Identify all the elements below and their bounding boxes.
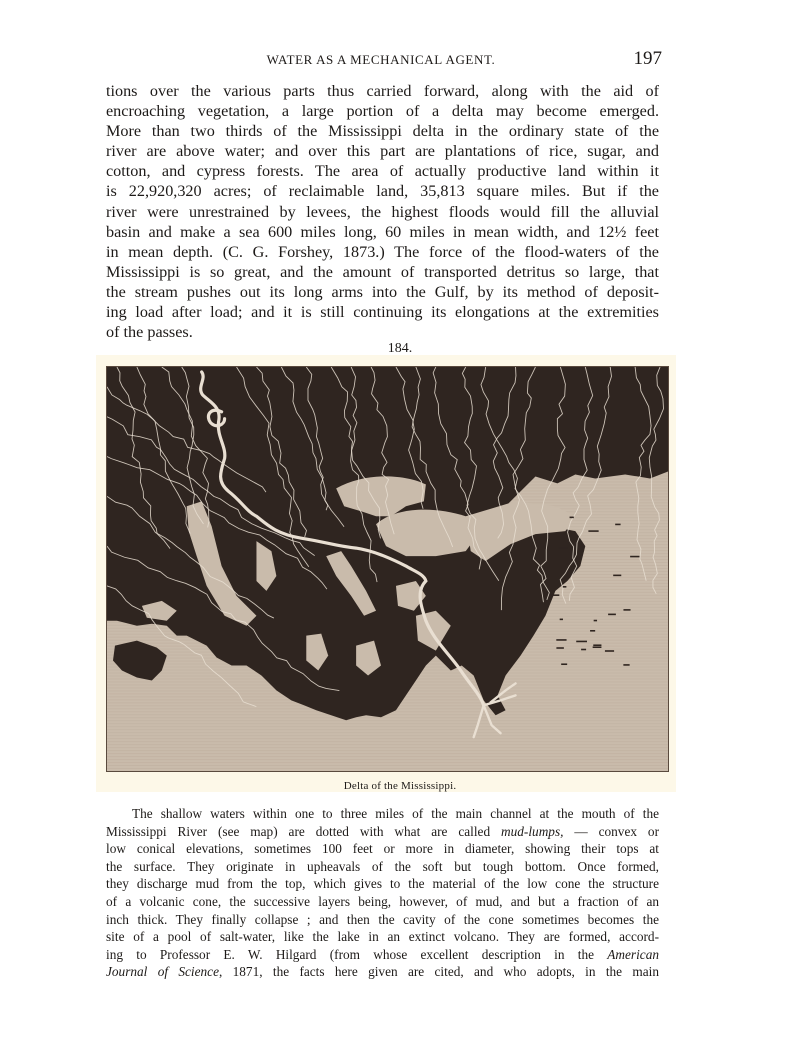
text-run: The shallow waters within one to three miles of the main channel at the mouth of the [132,806,659,821]
mud-lump [594,620,597,622]
text-line: of the passes. [106,323,193,342]
mud-lump [550,594,560,596]
mud-lump [623,609,630,611]
text-line: the stream pushes out its long arms into the Gulf, by its method of deposit- [106,282,659,301]
mud-lump [593,646,602,648]
mud-lump [630,556,639,558]
figure-number: 184. [387,341,413,356]
text-line: river were unrestrained by levees, the highest floods would fill the alluvial [106,202,659,221]
delta-map-illustration [107,367,668,771]
italic-text: American [607,946,659,962]
mud-lump [613,575,621,577]
text-run: of a volcanic cone, the successive layers being, however, of mud, and but a fraction of an [106,893,659,909]
text-line: basin and make a sea 600 miles long, 60 miles in mean width, and 12½ feet [106,222,659,241]
text-line [106,963,659,981]
mud-lump [561,663,567,665]
text-line [106,946,659,964]
text-run: Mississippi River (see map) are dotted with what are called [106,823,502,839]
text-line [106,840,659,858]
page-number: 197 [633,48,662,69]
mud-lump [576,641,587,643]
text-line: tions over the various parts thus carried forward, along with the aid of [106,82,659,100]
text-run: inch thick. They finally collapse ; and then the cavity of the cone sometimes becomes the [106,911,659,927]
mud-lump [605,650,614,652]
body-paragraph-top [106,81,659,342]
mud-lump [581,649,586,651]
text-run: ing to Professor E. W. Hilgard (from whose excellent description in the [106,946,608,962]
delta-map-figure [106,366,669,772]
figure-caption: Delta of the Mississippi. [343,780,457,792]
mud-lump [556,647,563,649]
text-line [106,823,659,841]
text-line: cotton, and cypress forests. The area of actually productive land within it [106,162,659,181]
running-head [104,48,662,72]
text-line [106,805,659,823]
text-run: the surface. They originate in upheavals of the soft but tough bottom. Once formed, [106,858,659,874]
mud-lump [559,547,568,549]
text-line: ing load after load; and it is still continuing its elongations at the extremities [106,303,659,322]
mud-lump [570,517,574,519]
mud-lump [590,630,595,632]
text-line: encroaching vegetation, a large portion of a delta may become emerged. [106,102,659,121]
text-run: site of a pool of salt-water, like the lake in an extinct volcano. They are formed, accord- [106,929,659,945]
text-run: low conical elevations, sometimes 100 feet or more in diameter, showing their tops at [106,841,659,857]
mud-lump [623,664,629,666]
text-run: they discharge mud from the top, which gives to the material of the low cone the structure [106,876,659,892]
mud-lump [556,639,566,641]
mud-lump [615,524,620,526]
text-line: More than two thirds of the Mississippi delta in the ordinary state of the [106,122,659,141]
italic-text: Journal of Science [106,964,219,980]
running-title: WATER AS A MECHANICAL AGENT. [266,52,496,67]
mud-lump [593,644,601,646]
text-line [106,911,659,929]
text-line [106,875,659,893]
text-line: is 22,920,320 acres; of reclaimable land, 35,813 square miles. But if the [106,182,659,201]
mud-lump [560,619,563,621]
text-line: river are above water; and over this part are plantations of rice, sugar, and [106,142,659,161]
text-line: Mississippi is so great, and the amount of transported detritus so large, that [106,262,659,281]
text-line [106,928,659,946]
text-line [106,893,659,911]
mud-lump [563,586,567,588]
mud-lump [608,614,616,616]
text-line [106,858,659,876]
text-line: in mean depth. (C. G. Forshey, 1873.) The force of the flood-waters of the [106,242,659,261]
italic-text: mud-lumps, [501,823,564,839]
body-paragraph-bottom [106,805,659,981]
text-run: — convex or [563,823,659,839]
mud-lump [588,530,598,532]
text-run: , 1871, the facts here given are cited, and who adopts, in the main [218,964,659,980]
